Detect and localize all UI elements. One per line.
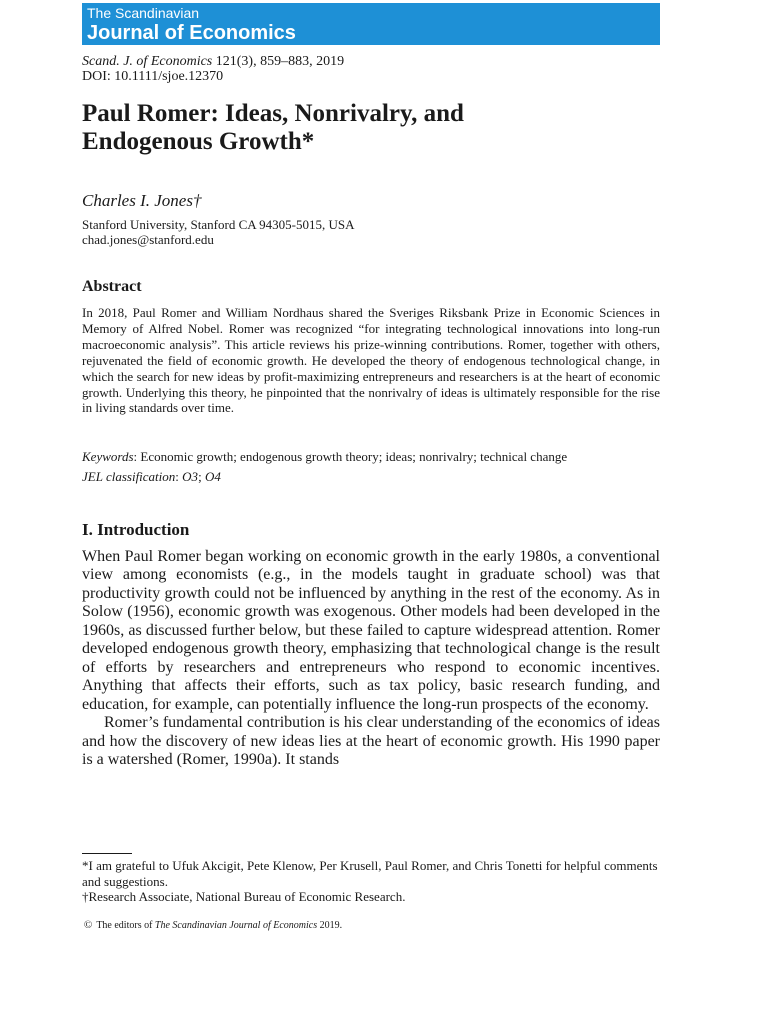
jel-code-2: O4: [204, 469, 221, 484]
journal-banner: [82, 3, 660, 45]
footnote-1: *I am grateful to Ufuk Akcigit, Pete Klenow, Per Krusell, Paul Romer, and Chris Tonetti for helpful comments and suggestions.: [82, 858, 658, 889]
jel-line: JEL classification: O3; O4: [82, 469, 221, 484]
copyright-icon: ©: [83, 919, 93, 931]
footnote-rule: [82, 853, 132, 854]
jel-code-1: O3: [182, 469, 199, 484]
body-paragraph-1: When Paul Romer began working on economic growth in the early 1980s, a conventional view among economists (e.g., in the models taught in graduate school) was that productivity growth could not be influenced by anything in the rest of the economy. As in Solow (1956), economic growth was exogenous. Other models had been developed in the 1960s, as discussed further below, but these failed to capture widespread attention. Romer developed endogenous growth theory, emphasizing that technological change is the result of efforts by researchers and entrepreneurs who respond to economic incentives. Anything that affects their efforts, such as tax policy, basic research funding, and education, for example, can potentially influence the long-run prospects of the economy.: [82, 548, 660, 713]
banner-line-2: Journal of Economics: [87, 22, 296, 44]
citation-journal: Scand. J. of Economics: [82, 54, 213, 69]
copyright-prefix: The editors of: [94, 920, 155, 931]
author-affiliation-block: [82, 217, 355, 247]
keywords-line: Keywords: Economic growth; endogenous growth theory; ideas; nonrivalry; technical change: [82, 449, 568, 464]
keywords-label: Keywords: [82, 449, 134, 464]
abstract-heading: Abstract: [82, 278, 142, 295]
citation-doi: DOI: 10.1111/sjoe.12370: [82, 69, 224, 84]
copyright-journal: The Scandinavian Journal of Economics: [154, 920, 318, 931]
paper-title: [82, 100, 682, 156]
citation-block: [82, 54, 344, 84]
body-paragraph-2: Romer’s fundamental contribution is his clear understanding of the economics of ideas and how the discovery of new ideas lies at the heart of economic growth. His 1990 paper is a watershed (Romer, 1990a). It stands: [82, 714, 660, 768]
footnote-2: †Research Associate, National Bureau of Economic Research.: [82, 889, 406, 904]
paper-title-line-1: Paul Romer: Ideas, Nonrivalry, and: [82, 100, 464, 127]
keywords-value: Economic growth; endogenous growth theory; ideas; nonrivalry; technical change: [140, 449, 568, 464]
jel-label: JEL classification: [82, 469, 176, 484]
paper-title-line-2: Endogenous Growth*: [82, 128, 315, 155]
citation-issue: 121(3), 859–883, 2019: [212, 54, 345, 69]
author-email: chad.jones@stanford.edu: [82, 232, 214, 247]
abstract-text: In 2018, Paul Romer and William Nordhaus shared the Sveriges Riksbank Prize in Economic Sciences in Memory of Alfred Nobel. Romer was recognized “for integrating technological innovations into long-run macroeconomic analysis”. This article reviews his prize-winning contributions. Romer, together with others, rejuvenated the field of economic growth. He developed the theory of endogenous technological change, in which the search for new ideas by profit-maximizing entrepreneurs and researchers is at the heart of economic growth. Underlying this theory, he pinpointed that the nonrivalry of ideas is ultimately responsible for the rise in living standards over time.: [82, 305, 660, 416]
author-name: Charles I. Jones†: [82, 191, 202, 210]
banner-line-1: The Scandinavian: [87, 5, 200, 21]
copyright-year: 2019.: [317, 920, 343, 931]
keywords-block: [82, 447, 672, 487]
copyright-line: [82, 919, 342, 931]
footnotes: [82, 858, 672, 905]
author-affiliation: Stanford University, Stanford CA 94305-5015, USA: [82, 217, 355, 232]
body-text: [82, 548, 660, 769]
section-heading: I. Introduction: [82, 520, 190, 539]
